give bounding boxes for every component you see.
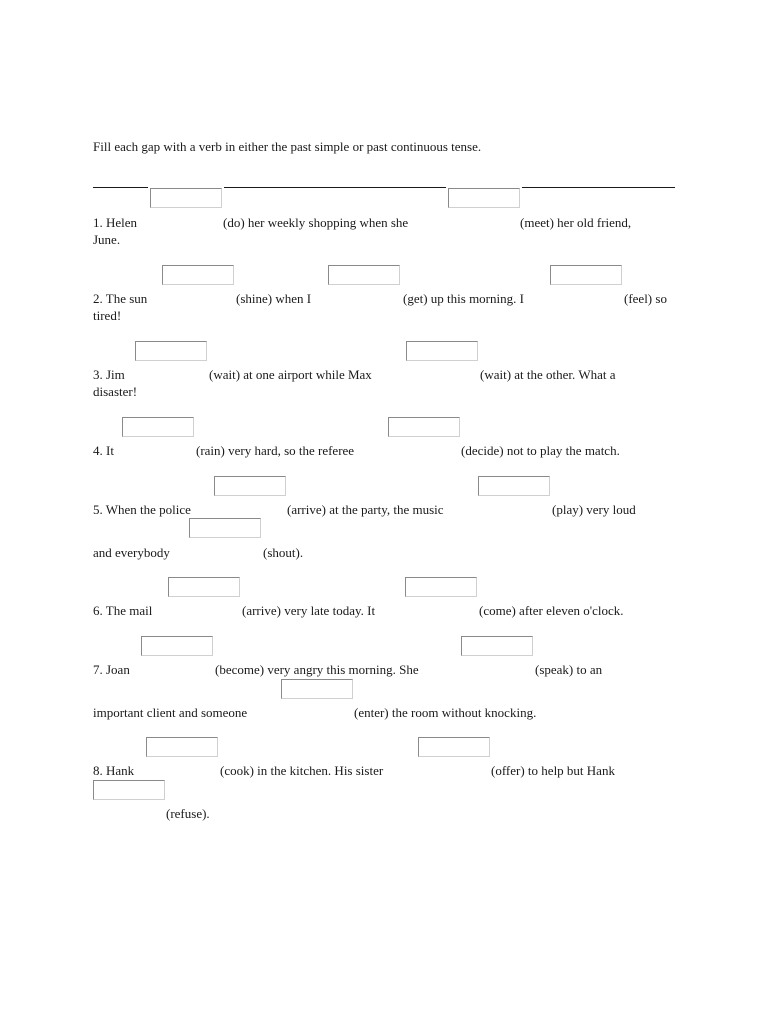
q5-gap-1[interactable]: [214, 476, 286, 496]
q5-gap-2[interactable]: [478, 476, 550, 496]
rule-segment: [522, 187, 675, 188]
q2-gap-2[interactable]: [328, 265, 400, 285]
q2-text-d: (feel) so: [624, 291, 667, 306]
q6-gap-1[interactable]: [168, 577, 240, 597]
q4-text-a: 4. It: [93, 443, 114, 458]
q3-text-c: (wait) at the other. What a: [480, 367, 616, 382]
rule-segment: [93, 187, 148, 188]
q1-text-d: June.: [93, 232, 121, 247]
rule-segment: [224, 187, 446, 188]
q2-text-a: 2. The sun: [93, 291, 148, 306]
q2-text-c: (get) up this morning. I: [403, 291, 524, 306]
q4-text-b: (rain) very hard, so the referee: [196, 443, 355, 458]
instructions-text: Fill each gap with a verb in either the past simple or past continuous tense.: [93, 139, 482, 154]
q7-gap-1[interactable]: [141, 636, 213, 656]
q7-gap-2[interactable]: [461, 636, 533, 656]
q8-gap-2[interactable]: [418, 737, 490, 757]
q5-text-d: and everybody: [93, 545, 170, 560]
q8-text-b: (cook) in the kitchen. His sister: [220, 763, 384, 778]
q6-gap-2[interactable]: [405, 577, 477, 597]
q4-gap-2[interactable]: [388, 417, 460, 437]
gap-input-top-2[interactable]: [448, 188, 520, 208]
q8-text-d: (refuse).: [166, 806, 210, 821]
q7-text-c: (speak) to an: [535, 662, 603, 677]
q3-text-d: disaster!: [93, 384, 138, 399]
q7-gap-3[interactable]: [281, 679, 353, 699]
q2-gap-1[interactable]: [162, 265, 234, 285]
q5-text-a: 5. When the police: [93, 502, 191, 517]
q6-text-c: (come) after eleven o'clock.: [479, 603, 624, 618]
q7-text-b: (become) very angry this morning. She: [215, 662, 419, 677]
q6-text-b: (arrive) very late today. It: [242, 603, 376, 618]
gap-input-top-1[interactable]: [150, 188, 222, 208]
q7-text-d: important client and someone: [93, 705, 248, 720]
q3-text-a: 3. Jim: [93, 367, 125, 382]
q1-text-a: 1. Helen: [93, 215, 138, 230]
q7-text-e: (enter) the room without knocking.: [354, 705, 537, 720]
q1-text-c: (meet) her old friend,: [520, 215, 632, 230]
q2-gap-3[interactable]: [550, 265, 622, 285]
q7-text-a: 7. Joan: [93, 662, 130, 677]
q3-gap-2[interactable]: [406, 341, 478, 361]
q4-text-c: (decide) not to play the match.: [461, 443, 620, 458]
q5-text-e: (shout).: [263, 545, 304, 560]
q3-gap-1[interactable]: [135, 341, 207, 361]
q5-text-b: (arrive) at the party, the music: [287, 502, 444, 517]
q2-text-b: (shine) when I: [236, 291, 312, 306]
q2-text-e: tired!: [93, 308, 122, 323]
q3-text-b: (wait) at one airport while Max: [209, 367, 372, 382]
q5-gap-3[interactable]: [189, 518, 261, 538]
q8-gap-1[interactable]: [146, 737, 218, 757]
q5-text-c: (play) very loud: [552, 502, 636, 517]
q1-text-b: (do) her weekly shopping when she: [223, 215, 409, 230]
q6-text-a: 6. The mail: [93, 603, 153, 618]
q8-gap-3[interactable]: [93, 780, 165, 800]
q8-text-c: (offer) to help but Hank: [491, 763, 615, 778]
q8-text-a: 8. Hank: [93, 763, 135, 778]
q4-gap-1[interactable]: [122, 417, 194, 437]
